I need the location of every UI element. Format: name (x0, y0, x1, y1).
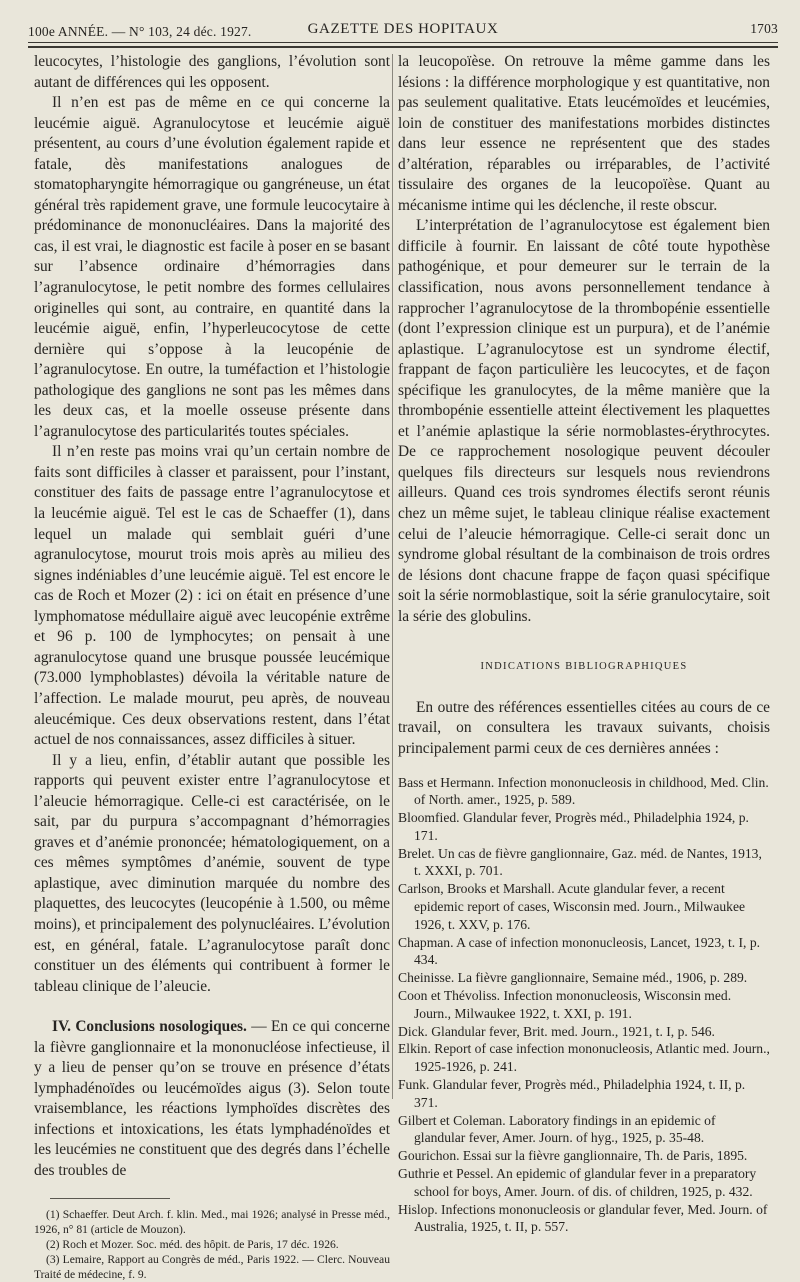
reference-item: Coon et Thévoliss. Infection mononucleosis, Wisconsin med. Journ., Milwaukee 1922, t. XXI, p. 191. (398, 988, 732, 1021)
reference-item: Guthrie et Pessel. An epidemic of glandular fever in a preparatory school for boys, Amer. Journ. of dis. of children, 1925, p. 432. (398, 1166, 757, 1199)
paragraph: Il n’en est pas de même en ce qui concerne la leucémie aiguë. Agranulocytose et leucémie aiguë présentent, au cours d’une évolution également rapide et fatale, dès manifestations analogues de stomatopharyngite hémorragique ou gangréneuse, un état général très rapidement grave, une formule leucocytaire à prédominance de mononucléaires. Dans la majorité des cas, il est vrai, le diagnostic est facile à poser en se basant sur l’absence ordinaire d’hémorragies dans l’agranulocytose, le petit nombre des formes cellulaires originelles qui sont, au contraire, en quantité dans la leucémie aiguë, enfin, l’hyperleucocytose de cette dernière qui s’oppose à la leucopénie de l’agranulocytose. En outre, la tuméfaction et l’histologie pathologique des ganglions ne sont pas les mêmes dans les deux cas, et la moelle osseuse présente dans l’agranulocytose des particularités toutes spéciales. (34, 94, 390, 440)
journal-title: GAZETTE DES HOPITAUX (307, 21, 499, 37)
footnote: (1) Schaeffer. Deut Arch. f. klin. Med., mai 1926; analysé in Presse méd., 1926, n° 81 (article de Mouzon). (34, 1207, 390, 1236)
reference-item: Elkin. Report of case infection mononucleosis, Atlantic med. Journ., 1925-1926, p. 241. (398, 1041, 770, 1075)
reference-item: Hislop. Infections mononucleosis or glandular fever, Med. Journ. of Australia, 1925, t. II, p. 557. (398, 1201, 768, 1235)
running-header (28, 16, 778, 42)
reference-item: Gilbert et Coleman. Laboratory findings in an epidemic of glandular fever, Amer. Journ. of hyg., 1925, p. 35-48. (398, 1112, 716, 1146)
left-column (34, 52, 390, 1282)
section-heading: IV. Conclusions nosologiques. (52, 1018, 247, 1036)
reference-item: Dick. Glandular fever, Brit. med. Journ., 1921, t. I, p. 546. (398, 1023, 715, 1039)
footnote: (3) Lemaire, Rapport au Congrès de méd., Paris 1922. — Clerc. Nouveau Traité de médecine, f. 9. (34, 1252, 390, 1281)
reference-item: Bass et Hermann. Infection mononucleosis in childhood, Med. Clin. of North. amer., 1925, p. 589. (398, 774, 769, 808)
reference-item: Bloomfied. Glandular fever, Progrès méd., Philadelphia 1924, p. 171. (398, 810, 749, 843)
footnote-rule (50, 1198, 170, 1199)
section-text: — En ce qui concerne la fièvre ganglionnaire et la mononucléose infectieuse, il y a lieu de penser qu’on se trouve en présence d’états lymphadénoïdes ou leucémoïdes aigus (3). Selon toute vraisemblance, les réactions lymphoïdes discrètes des infections et intoxications, les états lymphadénoïdes et les leucémies ne constituent que des degrés dans l’échelle des troubles de (34, 1018, 390, 1179)
paragraph: la leucopoïèse. On retrouve la même gamme dans les lésions : la différence morphologique y est quantitative, non pas seulement qualitative. Etats leucémoïdes et leucémies, loin de constituer des manifestations morbides distinctes dans leur essence ne représentent que des stades d’altération, réparables ou irréparables, de l’activité tissulaire des organes de la leucopoïèse. Quant au mécanisme intime qui les déclenche, il reste obscur. (398, 53, 770, 214)
header-rule (28, 42, 778, 43)
paragraph: Il n’en reste pas moins vrai qu’un certain nombre de faits sont difficiles à classer et paraissent, pour l’instant, constituer des faits de passage entre l’agranulocytose et la leucémie aiguë. Tel est le cas de Schaeffer (1), dans lequel un malade qui semblait guéri d’une agranulocytose, mourut trois mois après au milieu des signes indéniables d’une leucémie aiguë. Tel est encore le cas de Roch et Mozer (2) : ici on était en présence d’une lymphomatose médullaire aiguë avec leucopénie extrême et 96 p. 100 de lymphocytes; on pensait à une agranulocytose quand une brusque poussée leucémique (73.000 lymphoblastes) dévoila la véritable nature de l’affection. Le malade mourut, peu après, de nouveau aleucémique. Ces deux observations restent, dans l’état actuel de nos connaissances, assez difficiles à situer. (34, 443, 390, 749)
footnote: (2) Roch et Mozer. Soc. méd. des hôpit. de Paris, 17 déc. 1926. (46, 1237, 339, 1251)
paragraph: L’interprétation de l’agranulocytose est également bien difficile à fournir. En laissant de côté toute hypothèse pathogénique, et pour demeurer sur le terrain de la classification, nous avons personnellement tendance à rapprocher l’agranulocytose de la thrombopénie essentielle (dont l’expression clinique est un purpura), et de l’anémie aplastique. L’agranulocytose est un syndrome électif, frappant de façon particulière les leucocytes, et de façon spécifique les granulocytes, de la même manière que la thrombopénie essentielle atteint électivement les plaquettes et l’anémie aplastique la série normoblastes-érythrocytes. De ce rapprochement nosologique peuvent découler quelques fils directeurs sur lesquels nous reviendrons ailleurs. Quand ces trois syndromes électifs seront réunis chez un même sujet, le tableau clinique réalise exactement celui de l’aleucie hémorragique. Celle-ci serait donc un syndrome global résultant de la combinaison de trois ordres de lésions dont chacune frappe de façon quasi spécifique soit la série normoblastique, soit la série granulocytaire, soit la série des globulins. (398, 217, 770, 625)
reference-item: Cheinisse. La fièvre ganglionnaire, Semaine méd., 1906, p. 289. (398, 970, 748, 986)
issue-info: 100e ANNÉE. — N° 103, 24 déc. 1927. (28, 24, 252, 39)
conclusions-paragraph (34, 1017, 390, 1181)
paragraph: Il y a lieu, enfin, d’établir autant que possible les rapports qui peuvent exister entre l’agranulocytose et l’aleucie hémorragique. Celle-ci est caractérisée, on le sait, par du purpura s’accompagnant d’hémorragies graves et d’anémie prononcée; hématologiquement, on a ces mêmes symptômes d’anémie, souvent de type aplastique, avec diminution marquée du nombre des plaquettes, des leucocytes (leucopénie à 1.500, ou même moins), et principalement des polynucléaires. L’évolution est, en général, fatale. L’agranulocytose paraît donc constituer un des éléments qui contribuent à former le tableau clinique de l’aleucie. (34, 751, 390, 995)
bibliography-heading: INDICATIONS BIBLIOGRAPHIQUES (480, 661, 688, 673)
paragraph: leucocytes, l’histologie des ganglions, l’évolution sont autant de différences qui les opposent. (34, 53, 390, 91)
page-number: 1703 (750, 21, 778, 36)
reference-item: Funk. Glandular fever, Progrès méd., Philadelphia 1924, t. II, p. 371. (398, 1077, 746, 1110)
reference-item: Carlson, Brooks et Marshall. Acute glandular fever, a recent epidemic report of cases, Wisconsin med. Journ., Milwaukee 1926, t. XXV, p. 176. (398, 881, 746, 932)
reference-item: Gourichon. Essai sur la fièvre ganglionnaire, Th. de Paris, 1895. (398, 1148, 748, 1164)
reference-item: Brelet. Un cas de fièvre ganglionnaire, Gaz. méd. de Nantes, 1913, t. XXXI, p. 701. (398, 845, 762, 879)
column-divider (392, 54, 393, 1099)
right-column (398, 52, 770, 1236)
bibliography-intro: En outre des références essentielles citées au cours de ce travail, on consultera les travaux suivants, choisis principalement parmi ceux de ces dernières années : (398, 698, 770, 757)
footnotes (34, 1207, 390, 1282)
header-rule-thick (28, 46, 778, 48)
reference-list (398, 774, 770, 1237)
reference-item: Chapman. A case of infection mononucleosis, Lancet, 1923, t. I, p. 434. (398, 934, 761, 968)
